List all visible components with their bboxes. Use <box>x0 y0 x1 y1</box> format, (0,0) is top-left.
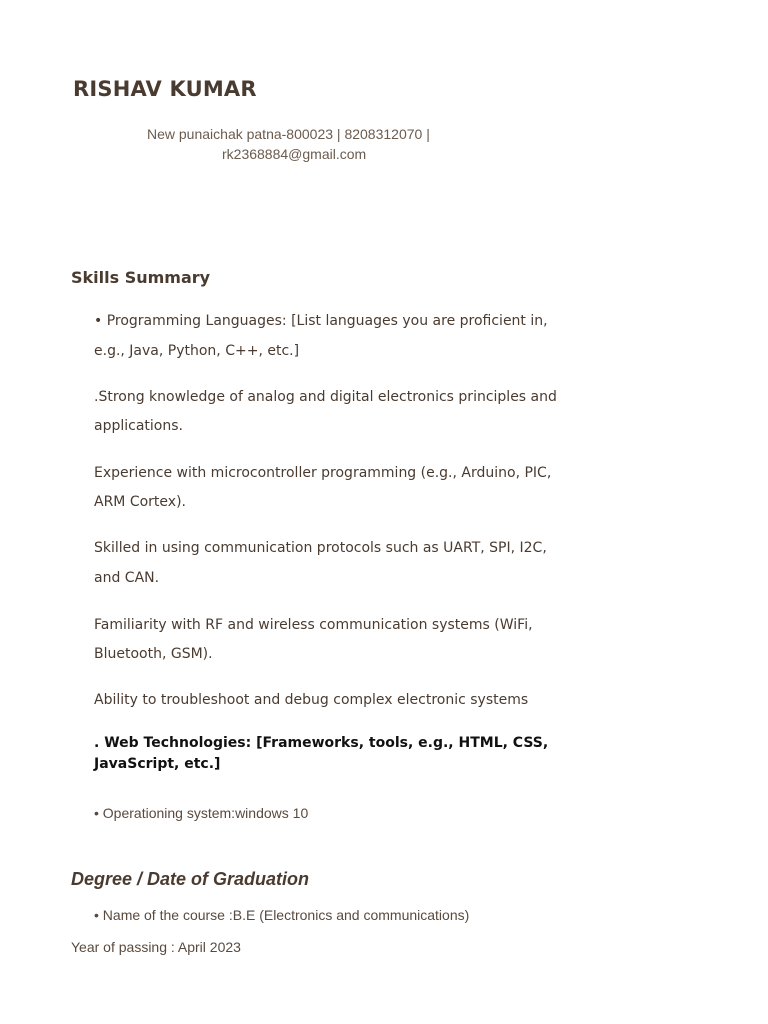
skill-item-rf-wireless-line-1: Familiarity with RF and wireless communication systems (WiFi, <box>94 617 533 633</box>
skill-item-rf-wireless-line-2: Bluetooth, GSM). <box>94 646 213 662</box>
degree-year-of-passing: Year of passing : April 2023 <box>71 939 241 955</box>
degree-heading: Degree / Date of Graduation <box>71 869 310 889</box>
skill-item-programming-languages-line-1: • Programming Languages: [List languages you are proficient in, <box>94 313 548 329</box>
skill-item-electronics-line-1: .Strong knowledge of analog and digital electronics principles and <box>94 389 557 405</box>
skill-item-programming-languages-line-2: e.g., Java, Python, C++, etc.] <box>94 343 300 359</box>
skill-item-electronics-line-2: applications. <box>94 418 183 434</box>
skill-item-troubleshoot: Ability to troubleshoot and debug complex electronic systems <box>94 692 529 708</box>
skill-item-microcontroller-line-2: ARM Cortex). <box>94 494 186 510</box>
contact-email: rk2368884@gmail.com <box>222 146 367 162</box>
skill-item-microcontroller-line-1: Experience with microcontroller programming (e.g., Arduino, PIC, <box>94 465 552 481</box>
skill-item-web-technologies-line-1: . Web Technologies: [Frameworks, tools, e.g., HTML, CSS, <box>94 735 549 751</box>
candidate-name: RISHAV KUMAR <box>73 77 257 101</box>
skills-summary-heading: Skills Summary <box>71 268 211 287</box>
skill-item-protocols-line-2: and CAN. <box>94 570 160 586</box>
degree-course-name: • Name of the course :B.E (Electronics and communications) <box>94 907 470 923</box>
skill-item-operating-system: • Operationing system:windows 10 <box>94 805 309 821</box>
skill-item-protocols-line-1: Skilled in using communication protocols such as UART, SPI, I2C, <box>94 540 547 556</box>
contact-address-phone: New punaichak patna-800023 | 8208312070 | <box>147 126 430 142</box>
skill-item-web-technologies-line-2: JavaScript, etc.] <box>94 756 221 772</box>
